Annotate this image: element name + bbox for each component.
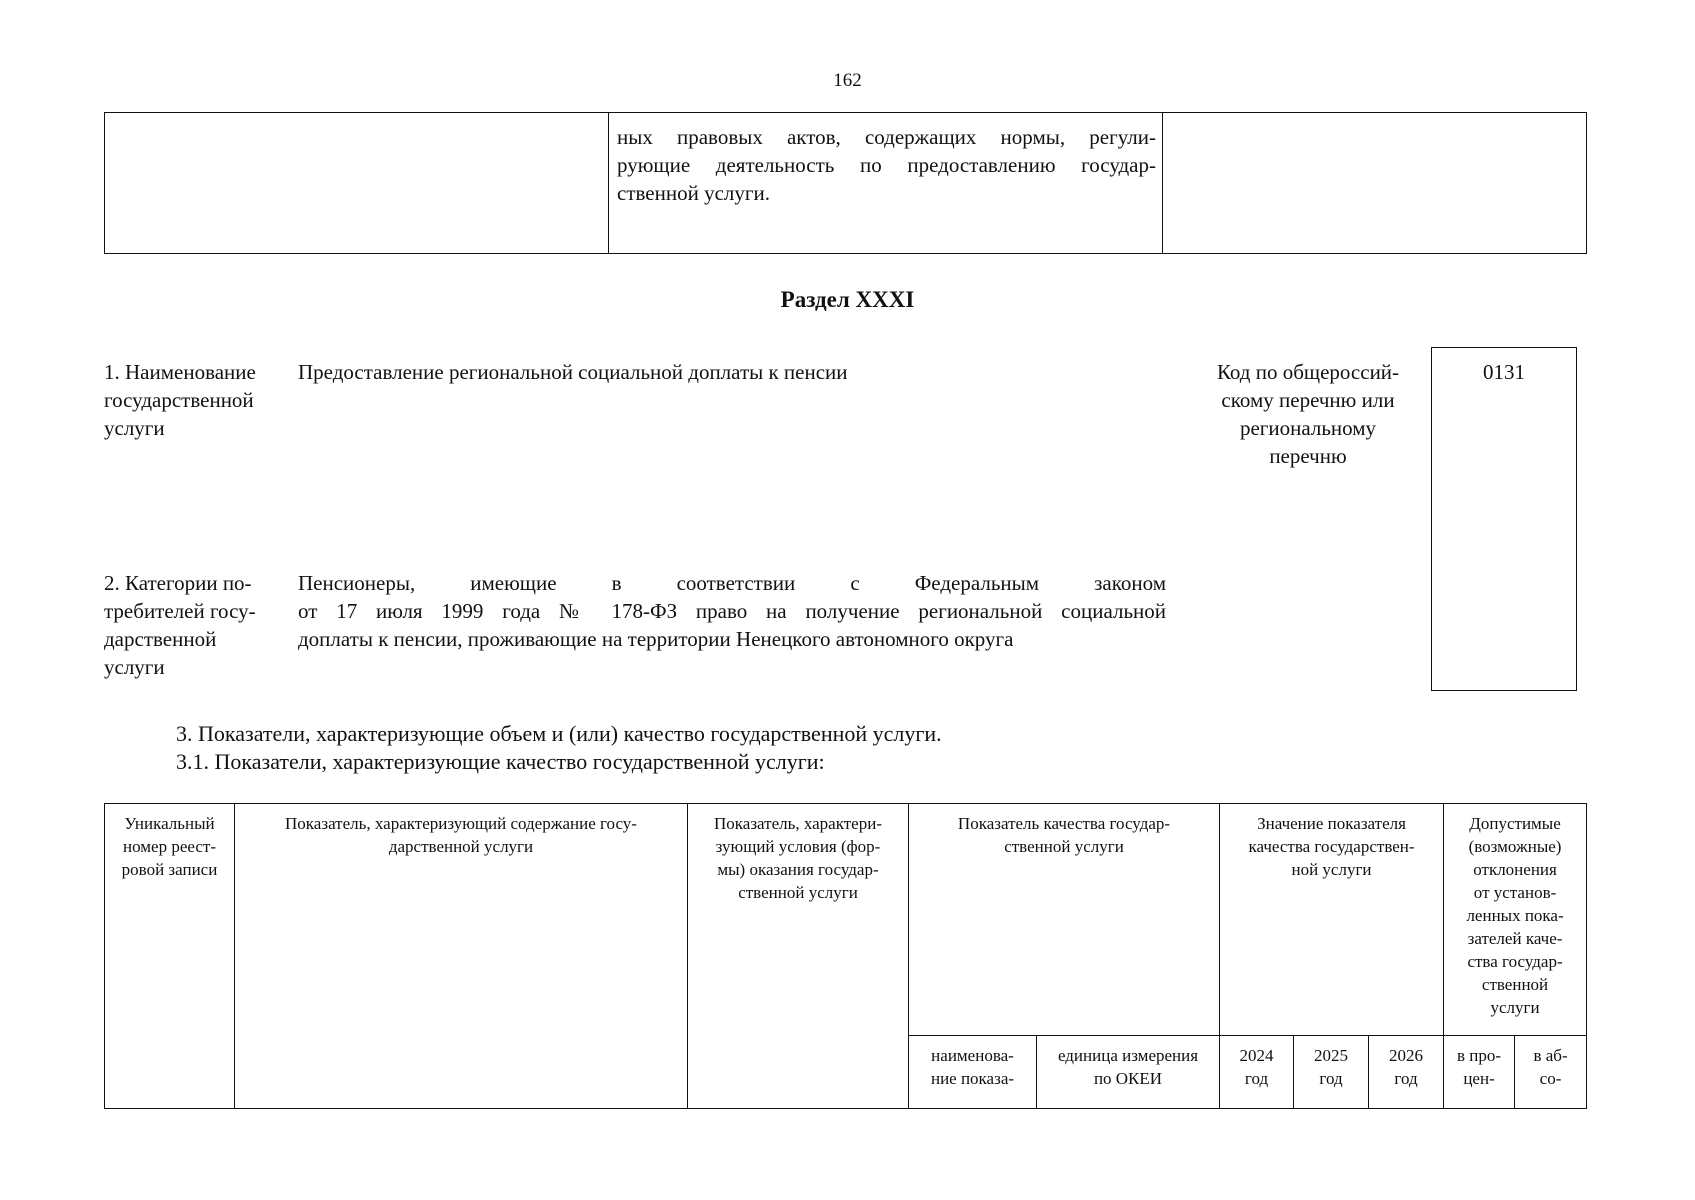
header-line: Показатель, характери- [714,814,882,833]
header-line: со- [1539,1069,1562,1088]
header-line: ровой записи [121,860,218,879]
quality-indicators-table [104,803,1587,1109]
header-line: услуги [1490,998,1540,1017]
header-line: ленных пока- [1466,906,1564,925]
header-line: ной услуги [1291,860,1372,879]
header-line: год [1394,1069,1418,1088]
header-line: год [1244,1069,1269,1088]
header-line: мы) оказания государ- [717,860,879,879]
header-line: отклонения [1473,860,1557,879]
header-line: в про- [1457,1046,1502,1065]
header-line: дарственной услуги [388,837,534,856]
header-line: Уникальный [124,814,215,833]
subheader-year-2024 [1220,1036,1294,1109]
header-line: ственной [1481,975,1549,994]
continuation-table [104,112,1587,254]
header-line: цен- [1463,1069,1495,1088]
header-line: в аб- [1533,1046,1568,1065]
header-allowed-deviation [1444,804,1587,1036]
code-label-line: региональному [1239,416,1377,440]
subheading-3: 3. Показатели, характеризующие объем и (или) качество государственной услуги. [176,721,942,746]
subheader-unit-okei [1037,1036,1220,1109]
header-line: по ОКЕИ [1093,1069,1163,1088]
header-content-indicator [235,804,688,1109]
item2-value-line: Пенсионеры, имеющие в соответствии с Федеральным законом [298,571,1166,595]
item2-value-line: доплаты к пенсии, проживающие на территории Ненецкого автономного округа [298,627,1014,651]
header-quality-indicator [909,804,1220,1036]
header-line: (возможные) [1468,837,1562,856]
header-line: ства государ- [1467,952,1563,971]
header-line: наименова- [931,1046,1014,1065]
continuation-cell-empty-right [1163,113,1587,254]
item2-label-line: услуги [104,655,165,679]
continuation-line: ственной услуги. [617,181,770,205]
header-line: единица измерения [1057,1046,1199,1065]
continuation-cell-text [609,113,1163,254]
item2-label [104,569,294,681]
subheader-percent [1444,1036,1515,1109]
section-title: Раздел XXXI [780,287,915,312]
subheader-year-2026 [1369,1036,1444,1109]
item1-label-line: услуги [104,416,165,440]
header-line: качества государствен- [1248,837,1415,856]
item1-label-line: государственной [104,388,254,412]
header-line: зателей каче- [1467,929,1563,948]
code-label [1193,358,1423,470]
header-line: ственной услуги [1004,837,1124,856]
code-label-line: перечню [1269,444,1347,468]
header-line: зующий условия (фор- [715,837,881,856]
item2-value-line: от 17 июля 1999 года № 178-ФЗ право на получение региональной социальной [298,599,1166,623]
subheader-indicator-name [909,1036,1037,1109]
header-line: Показатель качества государ- [957,814,1171,833]
continuation-line: ных правовых актов, содержащих нормы, регули- [617,125,1156,149]
code-value: 0131 [1483,360,1525,384]
subheading-3-1: 3.1. Показатели, характеризующие качество государственной услуги: [176,749,825,774]
item1-label-line: 1. Наименование [104,360,256,384]
header-line: 2024 [1239,1046,1274,1065]
code-label-line: Код по общероссий- [1216,360,1400,384]
header-line: номер реест- [123,837,216,856]
header-line: от установ- [1473,883,1557,902]
header-line: Допустимые [1469,814,1561,833]
header-line: Значение показателя [1257,814,1406,833]
code-label-line: скому перечню или [1221,388,1395,412]
page-number: 162 [833,70,862,91]
item2-label-line: 2. Категории по- [104,571,252,595]
code-box [1431,347,1577,691]
subheader-year-2025 [1294,1036,1369,1109]
header-line: 2026 [1389,1046,1424,1065]
header-line: Показатель, характеризующий содержание госу- [285,814,637,833]
header-line: ние показа- [930,1069,1015,1088]
continuation-cell-empty-left [105,113,609,254]
header-line: год [1319,1069,1343,1088]
continuation-line: рующие деятельность по предоставлению государ- [617,153,1156,177]
header-line: 2025 [1314,1046,1348,1065]
item2-label-line: дарственной [104,627,217,651]
header-unique-number [105,804,235,1109]
item2-value [298,569,1166,653]
item2-label-line: требителей госу- [104,599,256,623]
header-line: ственной услуги [738,883,858,902]
item1-value: Предоставление региональной социальной доплаты к пенсии [298,360,848,384]
subheader-absolute [1515,1036,1587,1109]
header-indicator-value [1220,804,1444,1036]
item1-label [104,358,294,442]
header-conditions-indicator [688,804,909,1109]
